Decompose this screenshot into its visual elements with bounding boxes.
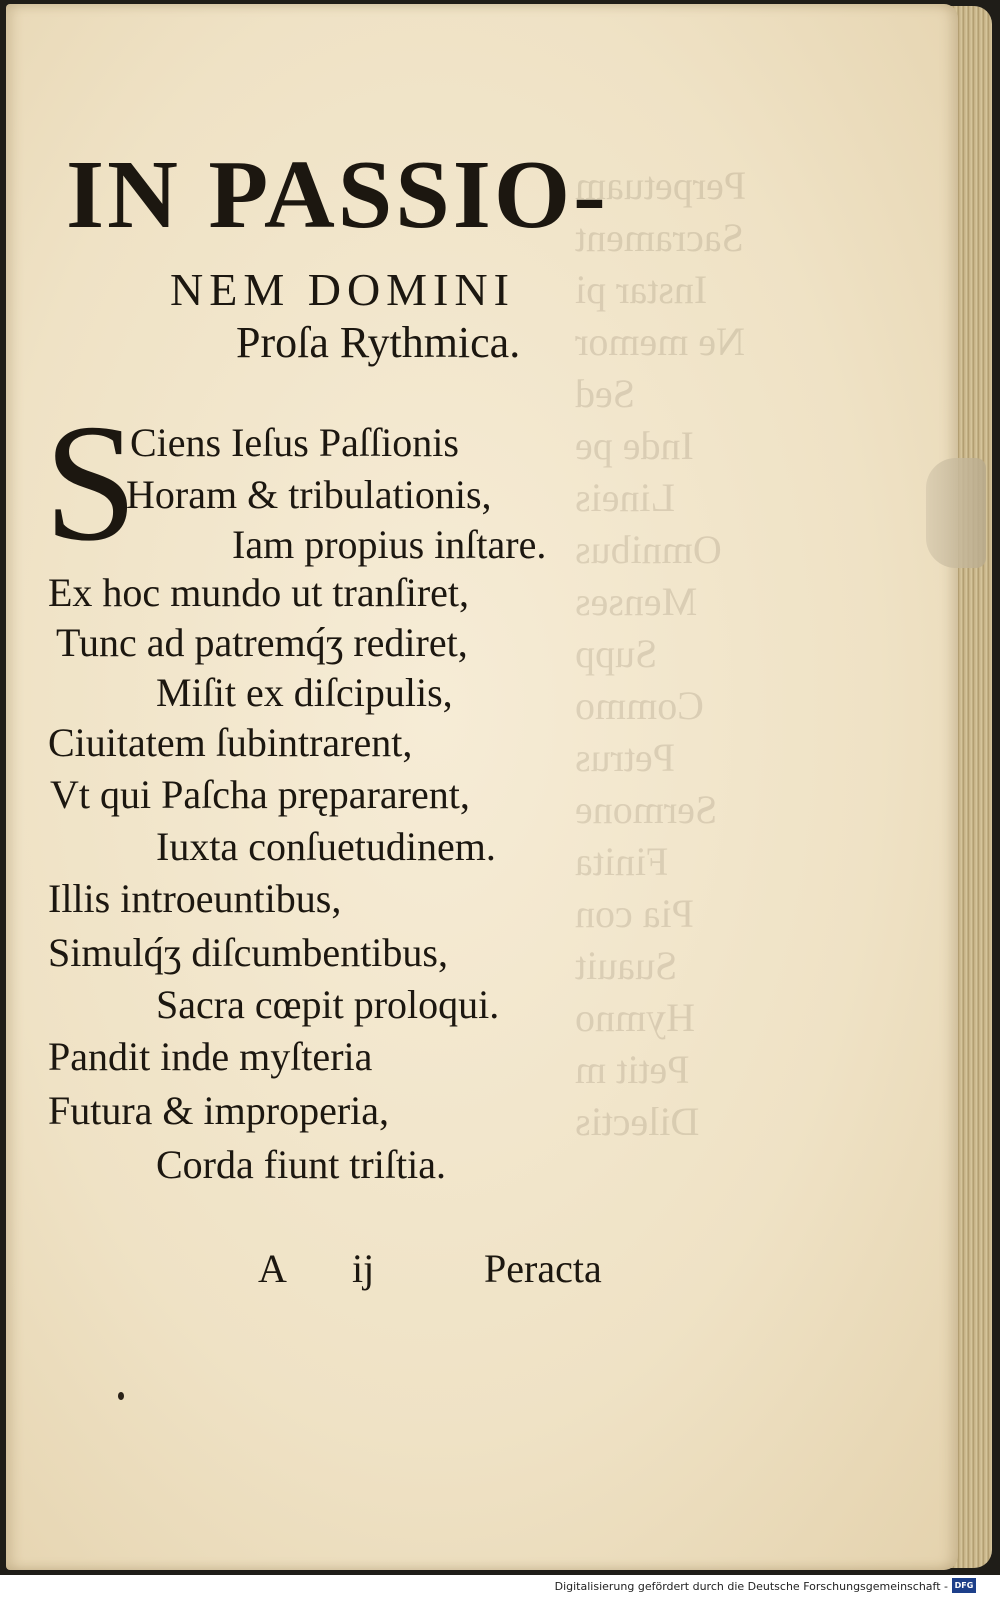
drop-cap: S (44, 390, 138, 576)
verse-line-15: Corda fiunt triſtia. (156, 1142, 446, 1187)
verse-line-10: Illis introeuntibus, (48, 876, 342, 921)
ink-speck (118, 1392, 124, 1400)
catchword: Peracta (484, 1246, 602, 1291)
verse-line-14: Futura & improperia, (48, 1088, 390, 1133)
verse-line-11: Simulq́ʒ diſcumbentibus, (48, 930, 448, 975)
verse-line-13: Pandit inde myſteria (48, 1034, 373, 1079)
verse-line-5: Tunc ad patremq́ʒ rediret, (56, 620, 468, 665)
credit-bar (0, 1575, 1000, 1598)
verse-line-2: Horam & tribulationis, (126, 472, 492, 517)
subtitle: Proſa Rythmica. (236, 318, 521, 367)
credit-text: Digitalisierung gefördert durch die Deutsche Forschungsgemeinschaft - (554, 1580, 948, 1593)
verse-line-1: Ciens Ieſus Paſſionis (130, 420, 459, 465)
dfg-logo-icon: DFG (952, 1578, 976, 1593)
verse-line-8: Vt qui Paſcha prępararent, (50, 772, 470, 817)
signature-mark: A (258, 1246, 287, 1291)
show-through-text: Perpetuam Sacrament Instar pi Ne memor Sed Inde pe Lineis Omnibus Menses Supp Commo Petrus Sermone Finita Pia con Suauit Hymno Petit m Dilectis (575, 163, 747, 1144)
verse-line-9: Iuxta conſuetudinem. (156, 824, 496, 869)
title-line-2: NEM DOMINI (170, 264, 515, 315)
verse-line-3: Iam propius inſtare. (232, 522, 547, 567)
title-line-1: IN PASSIO- (66, 141, 609, 249)
verse-line-12: Sacra cœpit proloqui. (156, 982, 500, 1027)
folio-number: ij (352, 1246, 375, 1291)
verse-line-4: Ex hoc mundo ut tranſiret, (48, 570, 470, 615)
verse-line-7: Ciuitatem ſubintrarent, (48, 720, 413, 765)
book-clasp (926, 458, 986, 568)
verse-line-6: Miſit ex diſcipulis, (156, 670, 453, 715)
